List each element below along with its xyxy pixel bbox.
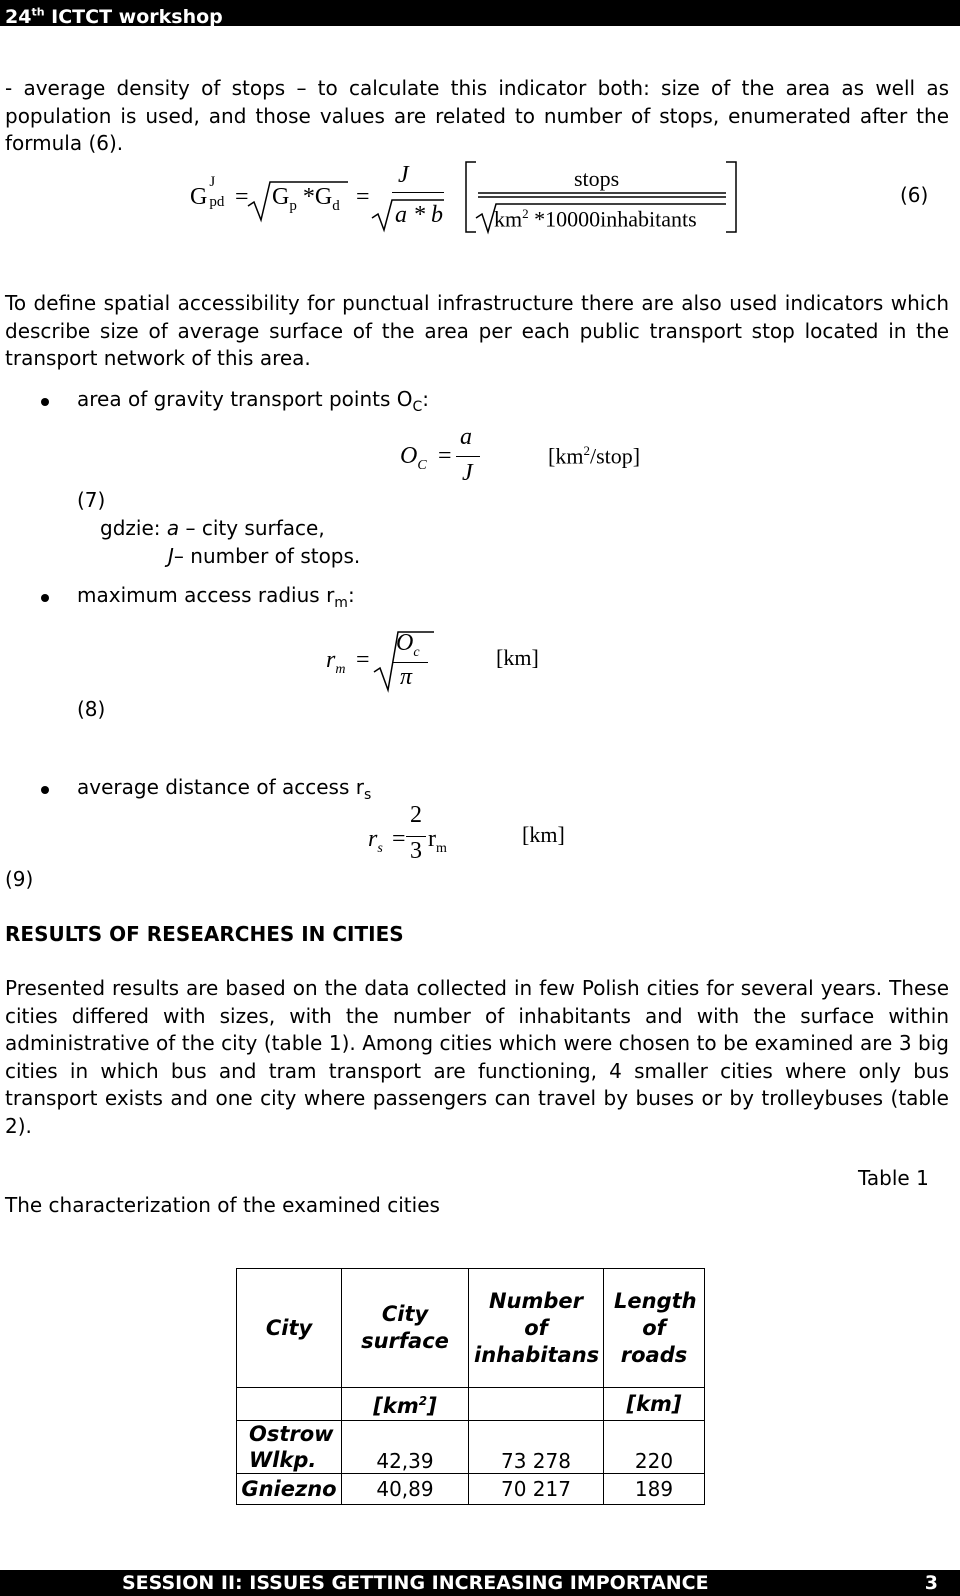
page-footer (0, 1570, 960, 1596)
paragraph-accessibility: To define spatial accessibility for punctual infrastructure there are also used indicators which describe size of average surface of the area per each public transport stop located in the transport network of this area. (5, 291, 949, 370)
bullet-avg-distance: average distance of access $r_s$ (77, 775, 372, 803)
cities-table (236, 1268, 705, 1505)
eq9-den: 3 (410, 838, 422, 864)
bullet-dot (41, 786, 49, 794)
bullet-dot (41, 398, 49, 406)
eq7-lhs: $O_C$ (400, 443, 427, 473)
eq9-rm: $r_m$ (428, 826, 447, 856)
th-roads: Length of roads (604, 1269, 705, 1388)
where-J: J– number of stops. (168, 544, 361, 568)
cell-surface: 42,39 (342, 1421, 469, 1474)
unit-city (237, 1388, 342, 1421)
eq6-equals-1: = (235, 184, 249, 210)
where-a: gdzie: a – city surface, (100, 516, 325, 540)
table-units-row (237, 1388, 705, 1421)
eq9-label: (9) (5, 867, 34, 891)
th-surface: City surface (342, 1269, 469, 1388)
eq7-units: $[km^2/stop]$ (548, 443, 641, 469)
paragraph-results: Presented results are based on the data collected in few Polish cities for several years. These cities differed with sizes, with the number of inhabitants and with the surface within administrative of the city (table 1). Among cities which were chosen to be examined are 3 big cities in which bus and tram transport are functioning, 4 smaller cities where only bus transport exists and one city where passengers can travel by buses or by trolleybuses (table 2). (5, 976, 949, 1138)
th-inhabitants: Number of inhabitans (469, 1269, 604, 1388)
section-title: RESULTS OF RESEARCHES IN CITIES (5, 922, 404, 946)
cell-inhabitants: 73 278 (469, 1421, 604, 1474)
table-row (237, 1474, 705, 1505)
unit-inhabitants (469, 1388, 604, 1421)
table-label: Table 1 (858, 1166, 929, 1190)
cell-roads: 189 (604, 1474, 705, 1505)
bullet-gravity-area: area of gravity transport points $O_C$: (77, 387, 430, 415)
eq6-gp-gd: $G_p$ $*G_d$ (272, 184, 340, 214)
eq7-num: a (460, 424, 472, 450)
eq8-lhs: $r_m$ (326, 647, 346, 677)
table-caption: The characterization of the examined cities (5, 1193, 440, 1217)
eq7-equals: = (438, 443, 452, 469)
eq9-fraction-bar (406, 836, 426, 837)
cell-city: Ostrow Wlkp. (237, 1421, 342, 1474)
eq7-fraction-bar (456, 456, 480, 457)
eq8-den: π (400, 664, 413, 690)
eq9-equals: = (392, 826, 406, 852)
eq7-label: (7) (77, 488, 106, 512)
footer-session: SESSION II: ISSUES GETTING INCREASING IMPORTANCE (122, 1572, 709, 1594)
bullet-dot (41, 594, 49, 602)
eq9-units: [km] (522, 822, 565, 847)
eq6-units-den: $km^2$ *10000inhabitants (494, 206, 697, 232)
eq6-equals-2: = (356, 184, 370, 210)
paragraph-density: - average density of stops – to calculate this indicator both: size of the area as well as population is used, and those values are related to number of stops, enumerated after the formula (6). (5, 76, 949, 155)
table-row (237, 1421, 705, 1474)
cell-inhabitants: 70 217 (469, 1474, 604, 1505)
eq9-lhs: $r_s$ (368, 826, 383, 856)
eq8-fraction-bar (392, 662, 428, 663)
footer-page-number: 3 (924, 1572, 938, 1594)
eq6-den-ab: a * b (395, 202, 443, 228)
cell-surface: 40,89 (342, 1474, 469, 1505)
cell-roads: 220 (604, 1421, 705, 1474)
page-header (0, 0, 960, 29)
header-title: 24th ICTCT workshop (5, 6, 223, 29)
unit-surface: $[km^2]$ (342, 1388, 469, 1421)
eq8-num: $O_c$ (396, 630, 420, 660)
eq7-den: J (462, 460, 473, 486)
eq6-num-J: J (398, 162, 409, 188)
eq6-label: (6) (900, 183, 929, 207)
eq8-units: [km] (496, 645, 539, 670)
cell-city: Gniezno (237, 1474, 342, 1505)
table-header-row (237, 1269, 705, 1388)
eq8-label: (8) (77, 697, 106, 721)
eq8-equals: = (356, 647, 370, 673)
eq6-lhs: G J pd (190, 174, 225, 210)
th-city: City (237, 1269, 342, 1388)
eq6-fraction-bar (392, 192, 444, 193)
eq6-units-stops: stops (574, 166, 620, 191)
bullet-max-radius: maximum access radius $r_m$: (77, 583, 355, 611)
unit-roads: [km] (604, 1388, 705, 1421)
eq9-num: 2 (410, 802, 422, 828)
